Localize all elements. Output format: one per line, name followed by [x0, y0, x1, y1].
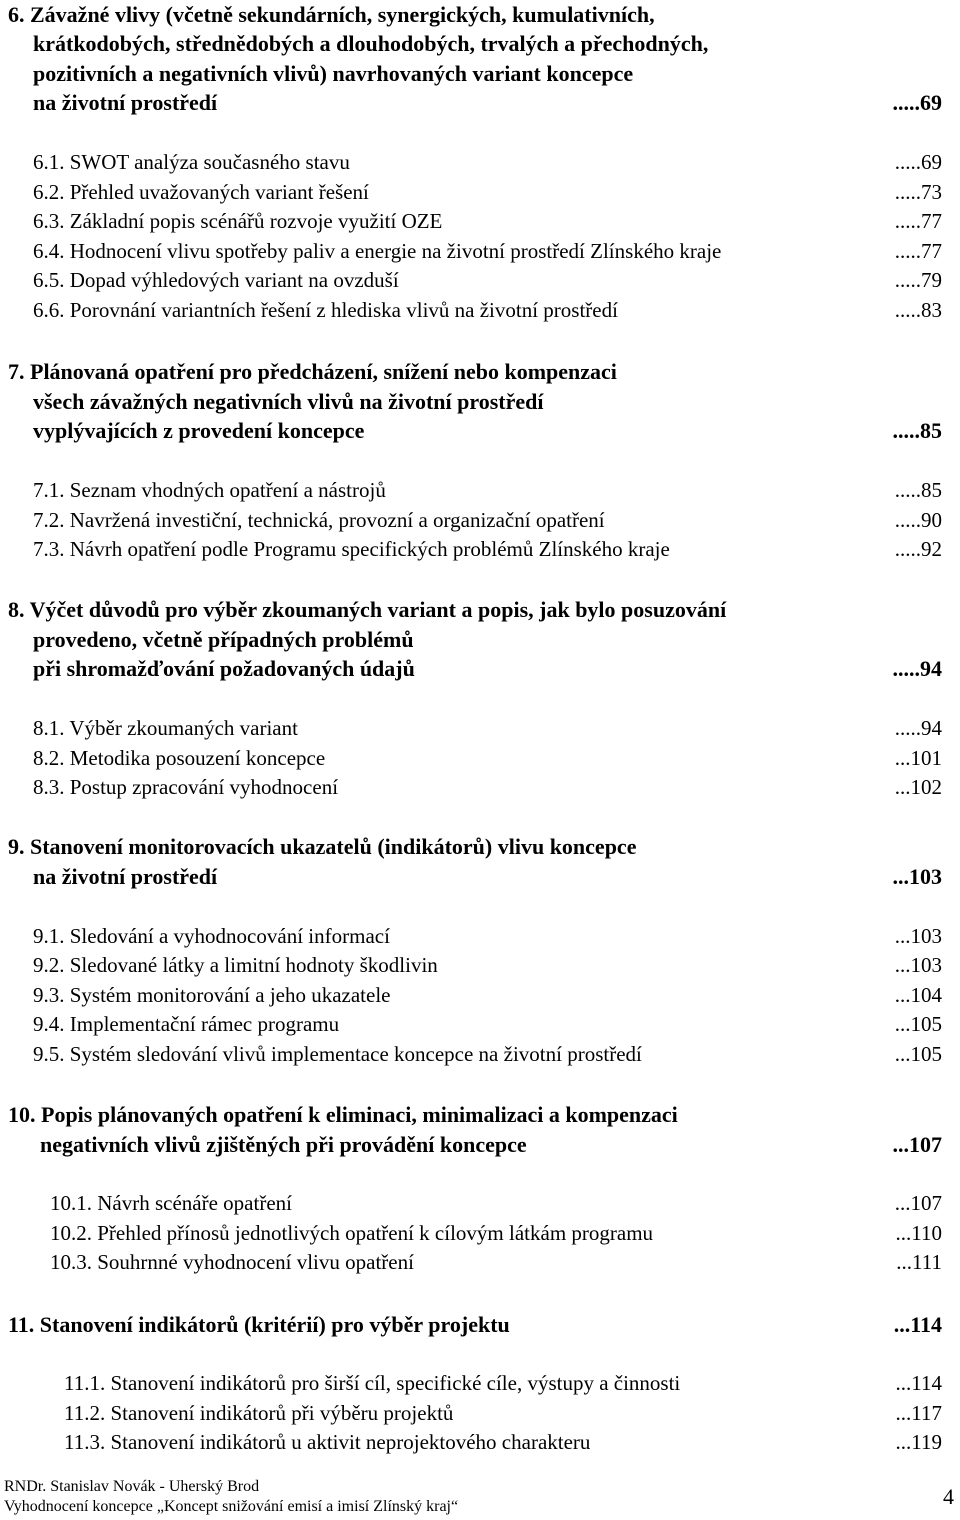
section-8-title-line2: provedeno, včetně případných problémů — [33, 627, 414, 652]
toc-page-8-3: ...102 — [894, 775, 942, 799]
toc-page-9-3: ...104 — [894, 983, 942, 1007]
section-6-title-line2: krátkodobých, střednědobých a dlouhodobých, trvalých a přechodných, — [33, 31, 709, 56]
section-6-title-line4: na životní prostředí — [33, 90, 218, 115]
toc-page-6-6: .....83 — [894, 298, 942, 322]
toc-item-11-2[interactable]: 11.2. Stanovení indikátorů při výběru projektů — [64, 1401, 454, 1425]
toc-item-8-2[interactable]: 8.2. Metodika posouzení koncepce — [33, 746, 326, 770]
section-7-title-line1: 7. Plánovaná opatření pro předcházení, snížení nebo kompenzaci — [8, 359, 617, 384]
toc-page-9-1: ...103 — [894, 924, 942, 948]
section-9-page: ...103 — [892, 864, 942, 889]
section-10-page: ...107 — [892, 1132, 942, 1157]
toc-page-9-4: ...105 — [894, 1012, 942, 1036]
toc-item-10-3[interactable]: 10.3. Souhrnné vyhodnocení vlivu opatření — [50, 1250, 414, 1274]
toc-item-9-3[interactable]: 9.3. Systém monitorování a jeho ukazatele — [33, 983, 391, 1007]
section-10-title-line2: negativních vlivů zjištěných při provádění koncepce — [40, 1132, 527, 1157]
toc-item-9-4[interactable]: 9.4. Implementační rámec programu — [33, 1012, 340, 1036]
section-6-title-line1: 6. Závažné vlivy (včetně sekundárních, synergických, kumulativních, — [8, 2, 655, 27]
section-11-title-line1: 11. Stanovení indikátorů (kritérií) pro výběr projektu — [8, 1312, 510, 1337]
section-9-title-line2: na životní prostředí — [33, 864, 218, 889]
toc-item-11-3[interactable]: 11.3. Stanovení indikátorů u aktivit neprojektového charakteru — [64, 1430, 591, 1454]
toc-page-9-5: ...105 — [894, 1042, 942, 1066]
toc-item-9-2[interactable]: 9.2. Sledované látky a limitní hodnoty škodlivin — [33, 953, 438, 977]
toc-item-6-2[interactable]: 6.2. Přehled uvažovaných variant řešení — [33, 180, 369, 204]
toc-page-6-5: .....79 — [894, 268, 942, 292]
toc-page-6-3: .....77 — [894, 209, 942, 233]
toc-item-10-2[interactable]: 10.2. Přehled přínosů jednotlivých opatření k cílovým látkám programu — [50, 1221, 654, 1245]
toc-page-7-2: .....90 — [894, 508, 942, 532]
toc-page-10-1: ...107 — [894, 1191, 942, 1215]
toc-page-10-2: ...110 — [895, 1221, 942, 1245]
toc-page-11-2: ...117 — [895, 1401, 942, 1425]
toc-page-7-3: .....92 — [894, 537, 942, 561]
toc-item-8-1[interactable]: 8.1. Výběr zkoumaných variant — [33, 716, 298, 740]
toc-page-7-1: .....85 — [894, 478, 942, 502]
section-7-title-line3: vyplývajících z provedení koncepce — [33, 418, 365, 443]
toc-item-6-6[interactable]: 6.6. Porovnání variantních řešení z hlediska vlivů na životní prostředí — [33, 298, 618, 322]
toc-item-11-1[interactable]: 11.1. Stanovení indikátorů pro širší cíl, specifické cíle, výstupy a činnosti — [64, 1371, 681, 1395]
toc-item-6-1[interactable]: 6.1. SWOT analýza současného stavu — [33, 150, 350, 174]
toc-item-6-5[interactable]: 6.5. Dopad výhledových variant na ovzduší — [33, 268, 399, 292]
footer-author: RNDr. Stanislav Novák - Uherský Brod — [4, 1478, 260, 1495]
toc-page-8-2: ...101 — [894, 746, 942, 770]
section-7-title-line2: všech závažných negativních vlivů na životní prostředí — [33, 389, 544, 414]
page-number: 4 — [943, 1484, 954, 1509]
section-6-title-line3: pozitivních a negativních vlivů) navrhovaných variant koncepce — [33, 61, 634, 86]
toc-page-8-1: .....94 — [894, 716, 942, 740]
toc-item-9-1[interactable]: 9.1. Sledování a vyhodnocování informací — [33, 924, 390, 948]
section-8-title-line1: 8. Výčet důvodů pro výběr zkoumaných variant a popis, jak bylo posuzování — [8, 597, 727, 622]
section-8-page: .....94 — [892, 656, 942, 681]
toc-item-9-5[interactable]: 9.5. Systém sledování vlivů implementace koncepce na životní prostředí — [33, 1042, 642, 1066]
toc-item-7-1[interactable]: 7.1. Seznam vhodných opatření a nástrojů — [33, 478, 386, 502]
section-7-page: .....85 — [892, 418, 942, 443]
toc-page-11-3: ...119 — [895, 1430, 942, 1454]
section-6-page: .....69 — [892, 90, 942, 115]
footer-document-title: Vyhodnocení koncepce „Koncept snižování emisí a imisí Zlínský kraj“ — [4, 1498, 459, 1515]
section-10-title-line1: 10. Popis plánovaných opatření k eliminaci, minimalizaci a kompenzaci — [8, 1102, 678, 1127]
toc-page-6-2: .....73 — [894, 180, 942, 204]
toc-page-6-4: .....77 — [894, 239, 942, 263]
toc-item-7-2[interactable]: 7.2. Navržená investiční, technická, provozní a organizační opatření — [33, 508, 605, 532]
section-8-title-line3: při shromažďování požadovaných údajů — [33, 656, 415, 681]
toc-item-7-3[interactable]: 7.3. Návrh opatření podle Programu specifických problémů Zlínského kraje — [33, 537, 670, 561]
toc-item-6-3[interactable]: 6.3. Základní popis scénářů rozvoje využití OZE — [33, 209, 443, 233]
toc-item-10-1[interactable]: 10.1. Návrh scénáře opatření — [50, 1191, 292, 1215]
toc-item-8-3[interactable]: 8.3. Postup zpracování vyhodnocení — [33, 775, 339, 799]
toc-page-9-2: ...103 — [894, 953, 942, 977]
toc-item-6-4[interactable]: 6.4. Hodnocení vlivu spotřeby paliv a energie na životní prostředí Zlínského kraje — [33, 239, 722, 263]
toc-page-6-1: .....69 — [894, 150, 942, 174]
section-9-title-line1: 9. Stanovení monitorovacích ukazatelů (indikátorů) vlivu koncepce — [8, 834, 637, 859]
toc-page-11-1: ...114 — [895, 1371, 942, 1395]
toc-page-10-3: ...111 — [896, 1250, 942, 1274]
section-11-page: ...114 — [893, 1312, 942, 1337]
